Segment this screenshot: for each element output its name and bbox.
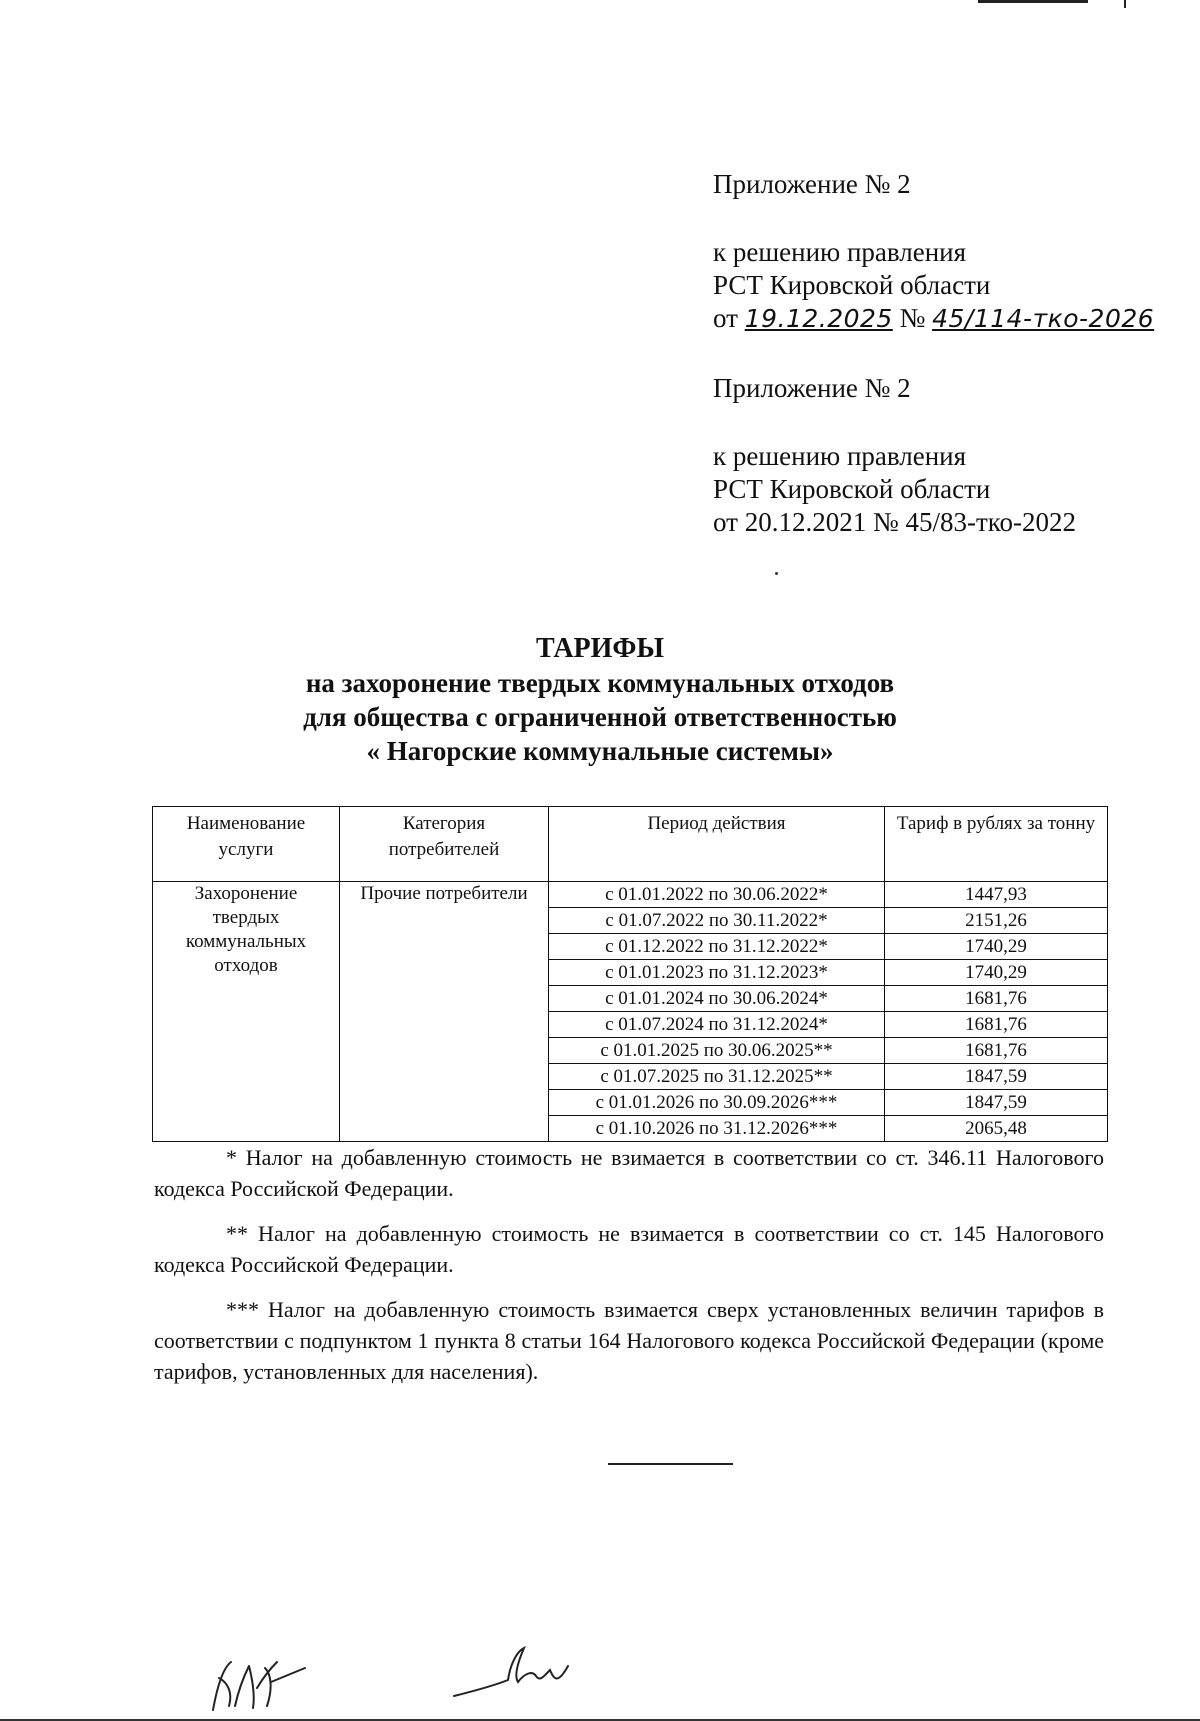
tariff-cell: 2065,48 xyxy=(885,1116,1108,1142)
footnotes xyxy=(154,1142,1104,1401)
heading-line3: « Нагорские коммунальные системы» xyxy=(366,736,834,766)
header-service: Наименование услуги xyxy=(153,807,340,882)
heading-line1: на захоронение твердых коммунальных отходов xyxy=(305,668,895,698)
annex-current-line2: РСТ Кировской области xyxy=(713,270,991,300)
header-period: Период действия xyxy=(549,807,885,882)
heading-line2: для общества с ограниченной ответственностью xyxy=(303,702,897,732)
footnote-3: *** Налог на добавленную стоимость взимается сверх установленных величин тарифов в соответствии с подпунктом 1 пункта 8 статьи 164 Налогового кодекса Российской Федерации (кроме тарифов, установленных для населения). xyxy=(154,1297,1104,1384)
annex-current-line1: к решению правления xyxy=(713,237,967,267)
document-heading xyxy=(0,632,1200,768)
end-rule xyxy=(608,1463,733,1465)
annex-previous-line2: РСТ Кировской области xyxy=(713,474,991,504)
tariff-cell: 1847,59 xyxy=(885,1090,1108,1116)
annex-previous-line1: к решению правления xyxy=(713,441,967,471)
tariff-cell: 1681,76 xyxy=(885,1012,1108,1038)
tariff-cell: 1740,29 xyxy=(885,934,1108,960)
annex-current-line3 xyxy=(713,302,1154,335)
period-cell: с 01.01.2023 по 31.12.2023* xyxy=(549,960,885,986)
signature-initials xyxy=(205,1648,315,1718)
period-cell: с 01.01.2024 по 30.06.2024* xyxy=(549,986,885,1012)
annex-previous xyxy=(713,372,1076,539)
footnote-1: * Налог на добавленную стоимость не взимается в соответствии со ст. 346.11 Налогового кодекса Российской Федерации. xyxy=(154,1145,1104,1201)
tariff-cell: 1681,76 xyxy=(885,986,1108,1012)
annex-previous-line3: от 20.12.2021 № 45/83-тко-2022 xyxy=(713,507,1076,537)
service-cell: Захоронение твердых коммунальных отходов xyxy=(153,882,340,1142)
period-cell: с 01.12.2022 по 31.12.2022* xyxy=(549,934,885,960)
period-cell: с 01.07.2022 по 30.11.2022* xyxy=(549,908,885,934)
header-tariff: Тариф в рублях за тонну xyxy=(885,807,1108,882)
signature-initials xyxy=(448,1640,578,1710)
tariff-cell: 1847,59 xyxy=(885,1064,1108,1090)
consumer-cell: Прочие потребители xyxy=(340,882,549,1142)
tariff-table xyxy=(152,806,1108,1142)
tariff-cell: 2151,26 xyxy=(885,908,1108,934)
table-header-row xyxy=(153,807,1108,882)
period-cell: с 01.01.2026 по 30.09.2026*** xyxy=(549,1090,885,1116)
period-cell: с 01.01.2022 по 30.06.2022* xyxy=(549,882,885,908)
annex-current xyxy=(713,168,1154,335)
top-edge-tick xyxy=(1124,0,1126,8)
header-consumer: Категория потребителей xyxy=(340,807,549,882)
heading-title: ТАРИФЫ xyxy=(536,633,664,664)
number-prefix: № xyxy=(899,303,926,333)
top-edge-rule xyxy=(978,0,1088,3)
period-cell: с 01.01.2025 по 30.06.2025** xyxy=(549,1038,885,1064)
handwritten-number: 45/114-тко-2026 xyxy=(932,304,1155,333)
tariff-cell: 1740,29 xyxy=(885,960,1108,986)
period-cell: с 01.07.2025 по 31.12.2025** xyxy=(549,1064,885,1090)
annex-current-title: Приложение № 2 xyxy=(713,169,911,199)
stray-dot xyxy=(775,572,778,575)
footnote-2: ** Налог на добавленную стоимость не взимается в соответствии со ст. 145 Налогового кодекса Российской Федерации. xyxy=(154,1221,1104,1277)
period-cell: с 01.07.2024 по 31.12.2024* xyxy=(549,1012,885,1038)
handwritten-date: 19.12.2025 xyxy=(744,304,893,333)
tariff-cell: 1681,76 xyxy=(885,1038,1108,1064)
annex-previous-title: Приложение № 2 xyxy=(713,373,911,403)
date-prefix: от xyxy=(713,303,738,333)
table-row xyxy=(153,882,1108,908)
period-cell: с 01.10.2026 по 31.12.2026*** xyxy=(549,1116,885,1142)
tariff-cell: 1447,93 xyxy=(885,882,1108,908)
